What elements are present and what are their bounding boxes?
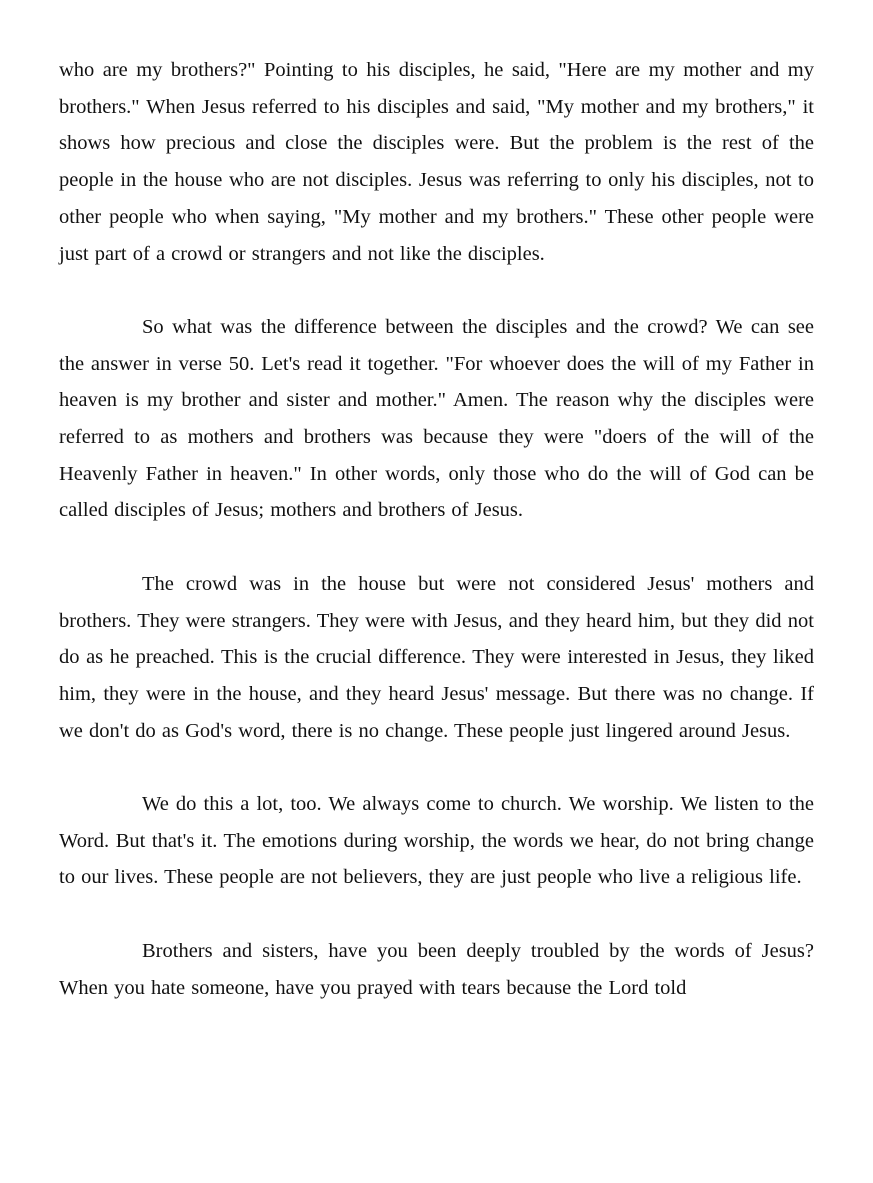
document-page <box>59 52 814 1043</box>
paragraph-3: The crowd was in the house but were not considered Jesus' mothers and brothers. They were strangers. They were with Jesus, and they heard him, but they did not do as he preached. This is the crucial difference. They were interested in Jesus, they liked him, they were in the house, and they heard Jesus' message. But there was no change. If we don't do as God's word, there is no change. These people just lingered around Jesus. <box>59 572 814 742</box>
paragraph-2: So what was the difference between the disciples and the crowd? We can see the answer in verse 50. Let's read it together. "For whoever does the will of my Father in heaven is my brother and sister and mother." Amen. The reason why the disciples were referred to as mothers and brothers was because they were "doers of the will of the Heavenly Father in heaven." In other words, only those who do the will of God can be called disciples of Jesus; mothers and brothers of Jesus. <box>59 315 814 522</box>
paragraph-4: We do this a lot, too. We always come to church. We worship. We listen to the Word. But that's it. The emotions during worship, the words we hear, do not bring change to our lives. These people are not believers, they are just people who live a religious life. <box>59 793 814 889</box>
paragraph-1: who are my brothers?" Pointing to his disciples, he said, "Here are my mother and my brothers." When Jesus referred to his disciples and said, "My mother and my brothers," it shows how precious and close the disciples were. But the problem is the rest of the people in the house who are not disciples. Jesus was referring to only his disciples, not to other people who when saying, "My mother and my brothers." These other people were just part of a crowd or strangers and not like the disciples. <box>59 59 814 265</box>
paragraph-5: Brothers and sisters, have you been deeply troubled by the words of Jesus? When you hate someone, have you prayed with tears because the Lord told <box>59 939 814 999</box>
